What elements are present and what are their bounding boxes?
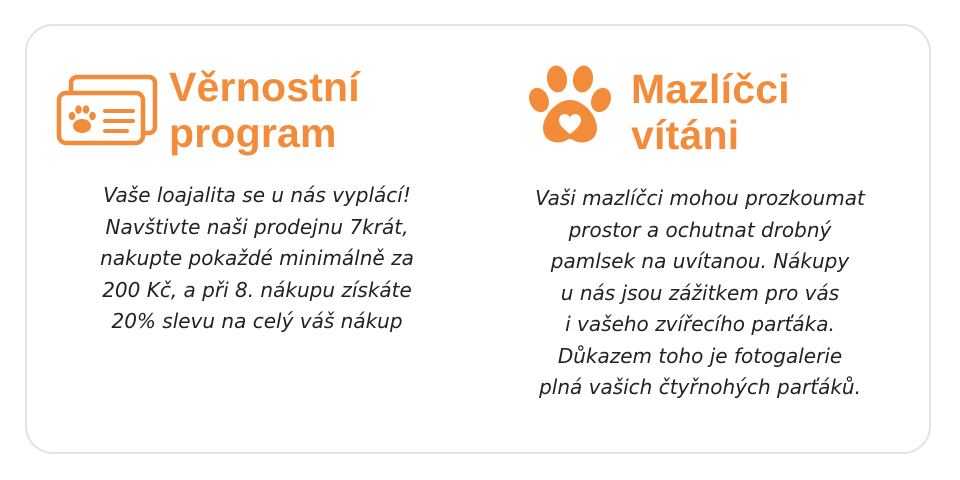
pets-description-line: Vaši mazlíčci mohou prozkoumat — [535, 186, 865, 210]
pets-description-line: Důkazem toho je fotogalerie — [557, 343, 843, 368]
pets-title-line: vítáni — [631, 112, 740, 158]
paw-heart-icon — [525, 64, 615, 148]
loyalty-heading — [55, 64, 360, 156]
loyalty-description-line: 200 Kč, a při 8. nákupu získáte — [102, 277, 412, 302]
pets-description-line: prostor a ochutnat drobný — [568, 217, 832, 242]
pets-welcome-section — [480, 26, 933, 452]
pets-description-line: pamlsek na uvítanou. Nákupy — [550, 249, 850, 273]
info-card — [25, 24, 931, 454]
loyalty-description-line: 20% slevu na celý váš nákup — [111, 309, 403, 333]
loyalty-description — [57, 180, 457, 338]
loyalty-description-line: Vaše loajalita se u nás vyplácí! — [103, 183, 411, 207]
loyalty-description-line: Navštivte naši prodejnu 7krát, — [105, 214, 409, 239]
pets-description — [490, 183, 910, 404]
pets-description-line: i vašeho zvířecího parťáka. — [565, 312, 835, 336]
loyalty-description-line: nakupte pokaždé minimálně za — [100, 246, 414, 270]
pets-description-line: u nás jsou zážitkem pro vás — [560, 280, 840, 305]
pets-heading — [525, 64, 790, 158]
pets-title — [631, 66, 790, 158]
loyalty-program-section — [27, 26, 477, 452]
loyalty-title — [169, 64, 360, 156]
pets-description-line: plná vašich čtyřnohých parťáků. — [539, 375, 861, 399]
loyalty-card-paw-icon — [55, 70, 159, 150]
pets-title-line: Mazlíčci — [631, 66, 790, 112]
loyalty-title-line: Věrnostní — [169, 64, 360, 110]
loyalty-title-line: program — [169, 110, 337, 156]
